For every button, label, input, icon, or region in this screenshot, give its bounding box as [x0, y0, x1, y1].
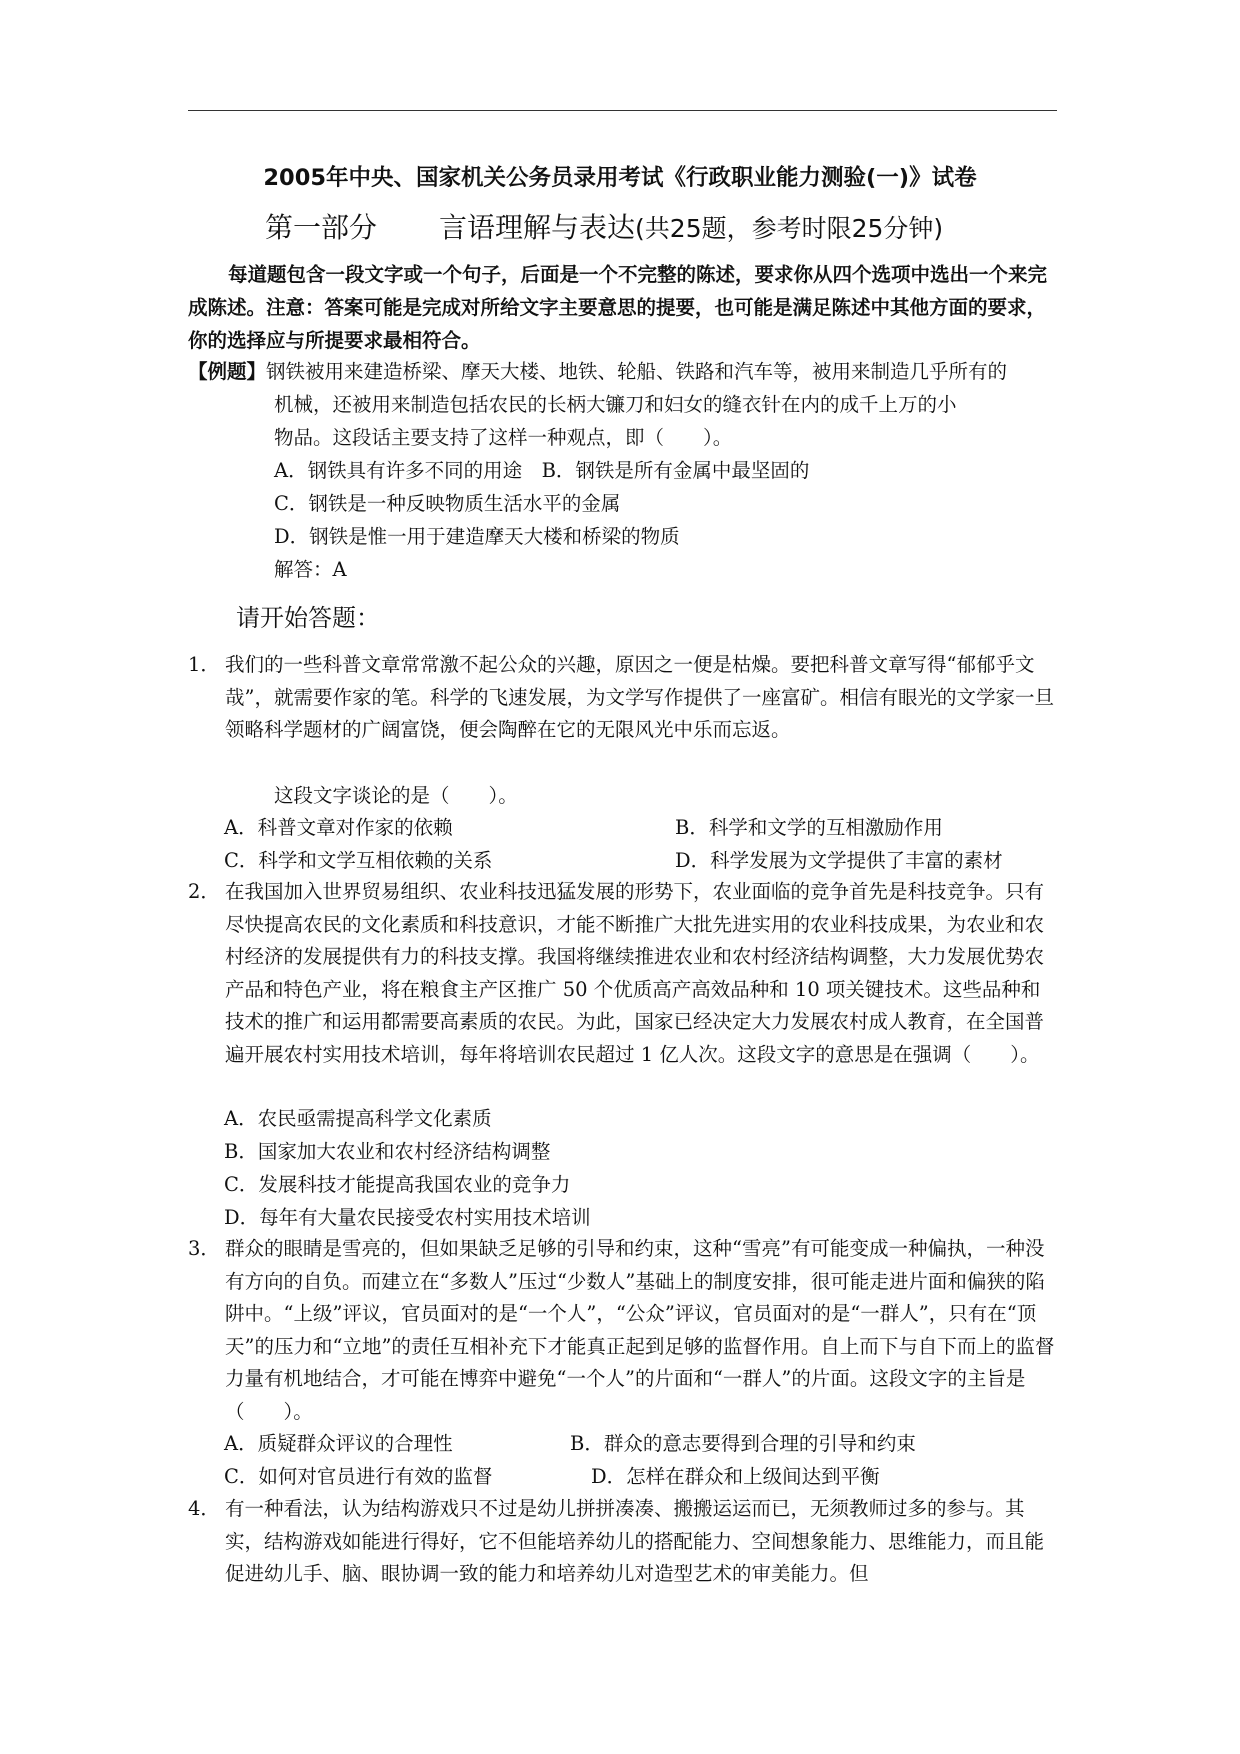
page-title: 2005年中央、国家机关公务员录用考试《行政职业能力测验(一)》试卷	[263, 165, 977, 191]
example-text-3: 物品。这段话主要支持了这样一种观点，即（ ）。	[274, 426, 733, 449]
example-answer: 解答：A	[274, 558, 347, 581]
header-rule	[188, 110, 1057, 111]
question-2-option-a: A．农民亟需提高科学文化素质	[224, 1107, 492, 1130]
question-2	[188, 876, 1057, 1071]
question-1-option-d: D．科学发展为文学提供了丰富的素材	[675, 849, 1003, 872]
question-1-option-c: C．科学和文学互相依赖的关系	[224, 849, 493, 872]
question-3-option-b: B．群众的意志要得到合理的引导和约束	[570, 1432, 916, 1455]
question-1-option-b: B．科学和文学的互相激励作用	[675, 816, 943, 839]
section-detail: (共25题，参考时限25分钟)	[635, 214, 944, 243]
question-2-option-c: C．发展科技才能提高我国农业的竞争力	[224, 1173, 571, 1196]
question-number: 4．	[188, 1497, 220, 1520]
example-options-ab: A．钢铁具有许多不同的用途 B．钢铁是所有金属中最坚固的	[274, 459, 810, 482]
start-label: 请开始答题：	[236, 604, 380, 632]
example-option-d: D．钢铁是惟一用于建造摩天大楼和桥梁的物质	[274, 525, 680, 548]
example-line-1	[188, 356, 1007, 384]
example-text-1: 钢铁被用来建造桥梁、摩天大楼、地铁、轮船、铁路和汽车等，被用来制造几乎所有的	[266, 360, 1008, 383]
question-text: 有一种看法，认为结构游戏只不过是幼儿拼拼凑凑、搬搬运运而已，无须教师过多的参与。其实，结构游戏如能进行得好，它不但能培养幼儿的搭配能力、空间想象能力、思维能力，而且能促进幼儿手、脑、眼协调一致的能力和培养幼儿对造型艺术的审美能力。但	[225, 1497, 1045, 1585]
section-heading	[265, 206, 943, 246]
example-text-2: 机械，还被用来制造包括农民的长柄大镰刀和妇女的缝衣针在内的成千上万的小	[274, 393, 957, 416]
question-2-option-d: D．每年有大量农民接受农村实用技术培训	[224, 1206, 591, 1229]
question-number: 2．	[188, 880, 220, 903]
section-part: 第一部分	[265, 211, 378, 244]
example-option-c: C．钢铁是一种反映物质生活水平的金属	[274, 492, 621, 515]
question-1-stem: 这段文字谈论的是（ ）。	[274, 784, 518, 807]
example-label: 【例题】	[188, 360, 267, 383]
question-3-option-d: D．怎样在群众和上级间达到平衡	[591, 1465, 880, 1488]
question-1	[188, 649, 1057, 747]
question-text: 在我国加入世界贸易组织、农业科技迅猛发展的形势下，农业面临的竞争首先是科技竞争。只有尽快提高农民的文化素质和科技意识，才能不断推广大批先进实用的农业科技成果，为农业和农村经济的发展提供有力的科技支撑。我国将继续推进农业和农村经济结构调整，大力发展优势农产品和特色产业，将在粮食主产区推广 50 个优质高产高效品种和 10 项关键技术。这些品种和技术的推广和运用都需要高素质的农民。为此，国家已经决定大力发展农村成人教育，在全国普遍开展农村实用技术培训，每年将培训农民超过 1 亿人次。这段文字的意思是在强调（ ）。	[225, 880, 1045, 1066]
question-number: 3．	[188, 1237, 220, 1260]
instructions: 每道题包含一段文字或一个句子，后面是一个不完整的陈述，要求你从四个选项中选出一个来完成陈述。注意：答案可能是完成对所给文字主要意思的提要，也可能是满足陈述中其他方面的要求，你的选择应与所提要求最相符合。	[188, 263, 1048, 352]
question-1-option-a: A．科普文章对作家的依赖	[224, 816, 453, 839]
question-3-option-a: A．质疑群众评议的合理性	[224, 1432, 453, 1455]
question-3-option-c: C．如何对官员进行有效的监督	[224, 1465, 493, 1488]
question-text: 群众的眼睛是雪亮的，但如果缺乏足够的引导和约束，这种“雪亮”有可能变成一种偏执，一种没有方向的自负。而建立在“多数人”压过“少数人”基础上的制度安排，很可能走进片面和偏狭的陷阱中。“上级”评议，官员面对的是“一个人”，“公众”评议，官员面对的是“一群人”，只有在“顶天”的压力和“立地”的责任互相补充下才能真正起到足够的监督作用。自上而下与自下而上的监督力量有机地结合，才可能在博弈中避免“一个人”的片面和“一群人”的片面。这段文字的主旨是（ ）。	[225, 1237, 1055, 1423]
question-3	[188, 1233, 1057, 1428]
section-name: 言语理解与表达	[439, 211, 636, 244]
question-2-option-b: B．国家加大农业和农村经济结构调整	[224, 1140, 551, 1163]
question-number: 1．	[188, 653, 220, 676]
question-4	[188, 1493, 1057, 1591]
question-text: 我们的一些科普文章常常激不起公众的兴趣，原因之一便是枯燥。要把科普文章写得“郁郁乎文哉”，就需要作家的笔。科学的飞速发展，为文学写作提供了一座富矿。相信有眼光的文学家一旦领略科学题材的广阔富饶，便会陶醉在它的无限风光中乐而忘返。	[225, 653, 1054, 741]
